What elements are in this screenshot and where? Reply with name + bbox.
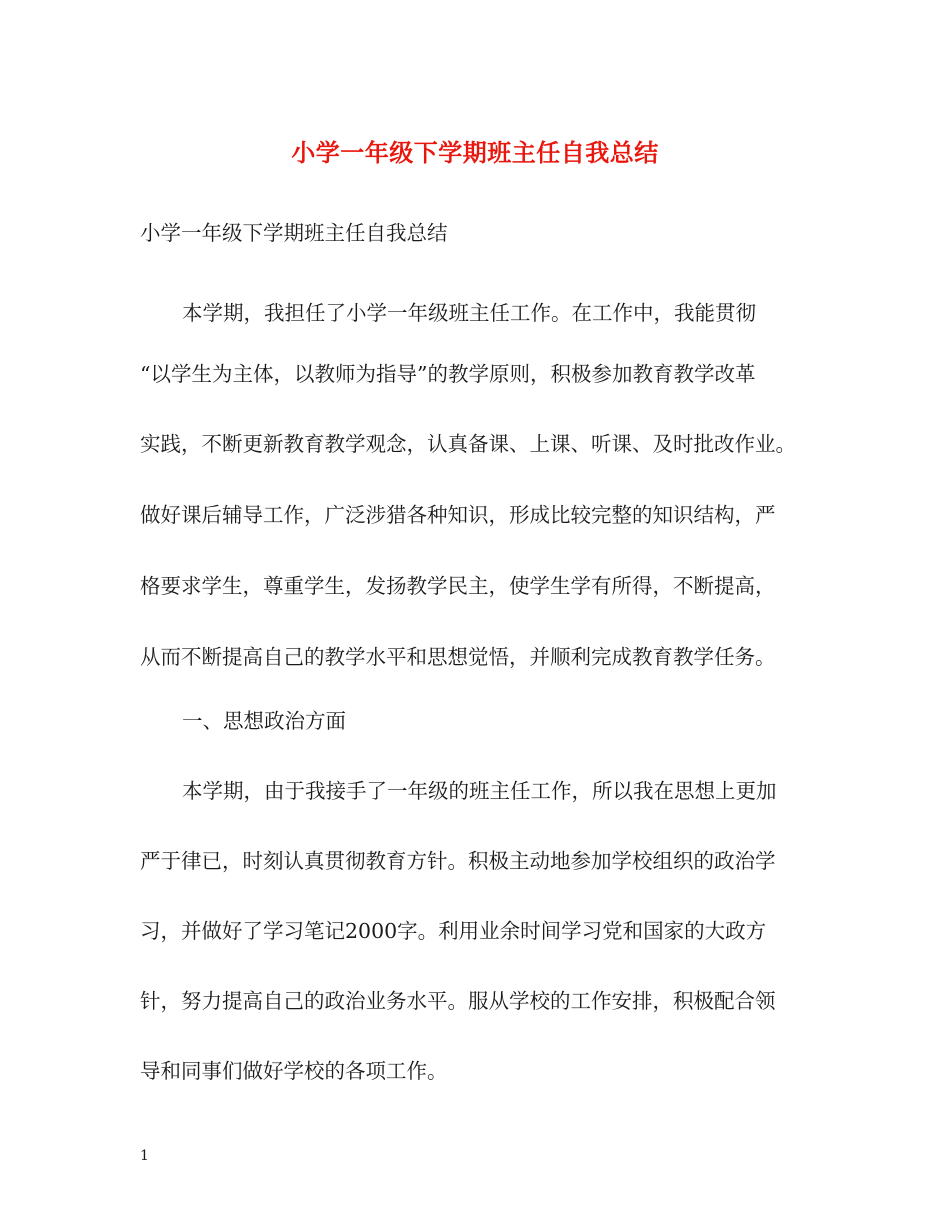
body-line: 严于律已，时刻认真贯彻教育方针。积极主动地参加学校组织的政治学 (140, 849, 776, 873)
document-body (140, 220, 820, 1100)
body-line: 本学期，由于我接手了一年级的班主任工作，所以我在思想上更加 (182, 779, 777, 803)
body-line: 做好课后辅导工作，广泛涉猎各种知识，形成比较完整的知识结构，严 (140, 503, 776, 527)
page-number: 1 (140, 1148, 149, 1164)
body-line: 格要求学生，尊重学生，发扬教学民主，使学生学有所得，不断提高， (140, 574, 776, 598)
body-line: 针，努力提高自己的政治业务水平。服从学校的工作安排，积极配合领 (140, 989, 776, 1013)
body-line: 实践，不断更新教育教学观念，认真备课、上课、听课、及时批改作业。 (140, 432, 796, 456)
body-line: “以学生为主体，以教师为指导”的教学原则，积极参加教育教学改革 (140, 362, 756, 386)
body-line: 导和同事们做好学校的各项工作。 (140, 1059, 448, 1083)
body-line: 本学期，我担任了小学一年级班主任工作。在工作中，我能贯彻 (182, 301, 756, 325)
section-heading: 一、思想政治方面 (182, 709, 346, 733)
body-line: 从而不断提高自己的教学水平和思想觉悟，并顺利完成教育教学任务。 (140, 645, 776, 669)
subtitle-line: 小学一年级下学期班主任自我总结 (140, 221, 448, 245)
body-line: 习，并做好了学习笔记2000字。利用业余时间学习党和国家的大政方 (140, 919, 767, 943)
document-title: 小学一年级下学期班主任自我总结 (291, 138, 659, 167)
